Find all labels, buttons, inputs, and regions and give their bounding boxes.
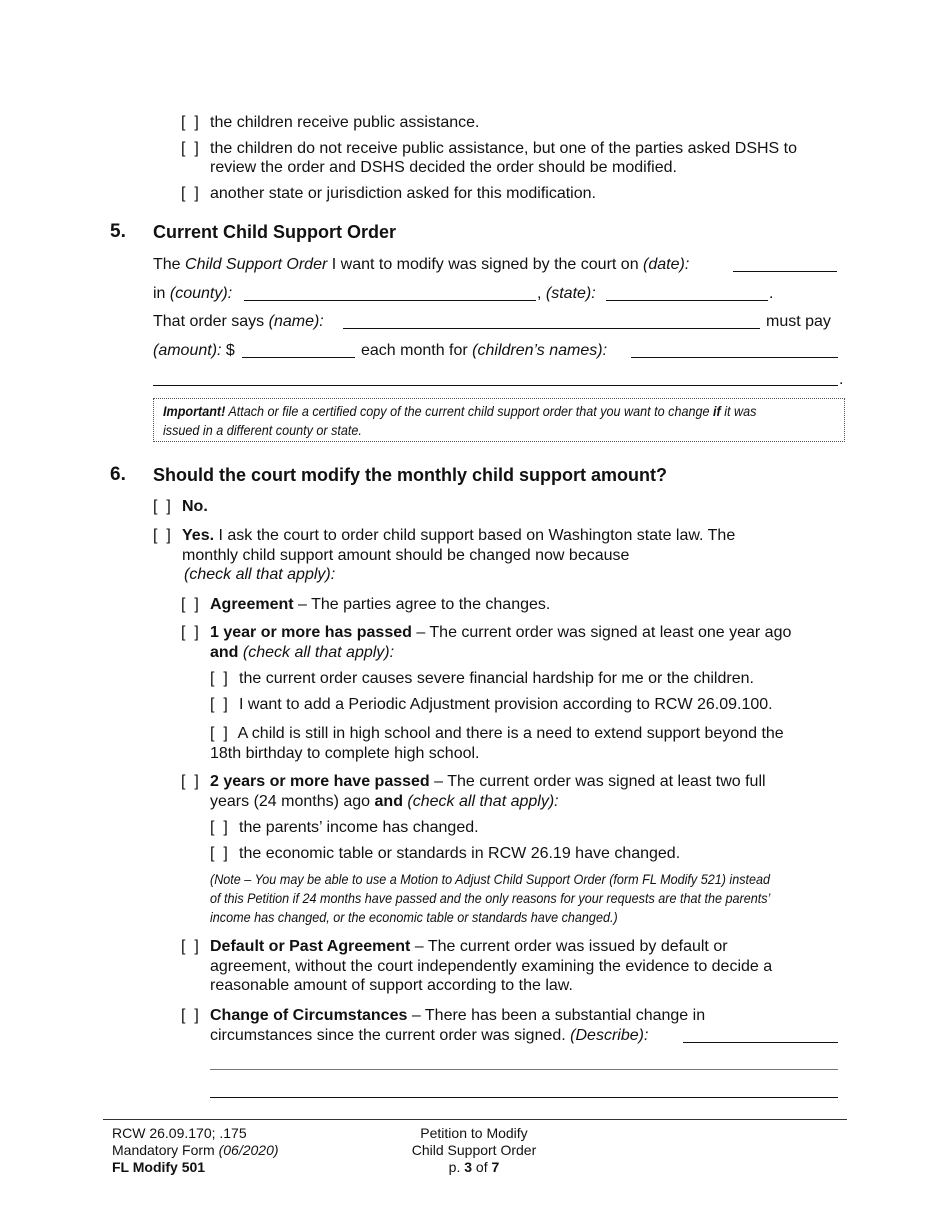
option-no-label: No. [182, 498, 208, 515]
name-label: That order says (name): [153, 313, 324, 330]
important-note-box [153, 398, 845, 442]
checkbox[interactable]: [ ] [181, 773, 199, 790]
amount-label: (amount): $ [153, 342, 235, 359]
checkbox[interactable]: [ ] [153, 498, 171, 515]
describe-field-line2[interactable] [210, 1069, 838, 1070]
footer-left [112, 1125, 279, 1176]
item-text: another state or jurisdiction asked for this modification. [210, 185, 596, 202]
name-field[interactable] [343, 328, 760, 329]
reason-default-line1: Default or Past Agreement – The current order was issued by default or [210, 938, 728, 955]
checkbox[interactable]: [ ] [181, 1007, 199, 1024]
amount-field[interactable] [242, 357, 355, 358]
state-label: , (state): [537, 285, 596, 302]
county-field[interactable] [244, 300, 536, 301]
footer-title-line1: Petition to Modify [420, 1125, 528, 1141]
describe-field-line3[interactable] [210, 1097, 838, 1098]
important-note-line1: Important! Attach or file a certified copy of the current child support order that you want to change if it was [163, 403, 757, 419]
period: . [839, 371, 844, 388]
checkbox[interactable]: [ ] [210, 845, 228, 862]
item-text-line2: review the order and DSHS decided the order should be modified. [210, 159, 677, 176]
option-yes-line3: (check all that apply): [184, 566, 336, 583]
children-names-field[interactable] [631, 357, 838, 358]
checkbox[interactable]: [ ] [153, 527, 171, 544]
option-yes-line1: Yes. I ask the court to order child support based on Washington state law. The [182, 527, 736, 544]
footer-center [374, 1125, 574, 1176]
checkbox[interactable]: [ ] [210, 819, 228, 836]
footer-mandatory-form: Mandatory Form (06/2020) [112, 1142, 279, 1158]
reason-two-years-line1: 2 years or more have passed – The current order was signed at least two full [210, 773, 766, 790]
reason-change-line2: circumstances since the current order was signed. (Describe): [210, 1027, 649, 1044]
reason-two-years-line2: years (24 months) ago and (check all that apply): [210, 793, 559, 810]
note-line2: of this Petition if 24 months have passed and the only reasons for your requests are that the parents’ [210, 890, 771, 906]
footer-form-id: FL Modify 501 [112, 1159, 206, 1175]
section-5-number: 5. [110, 221, 126, 242]
sub-text: the current order causes severe financial hardship for me or the children. [239, 670, 754, 687]
checkbox[interactable]: [ ] [181, 596, 199, 613]
sub-text: I want to add a Periodic Adjustment provision according to RCW 26.09.100. [239, 696, 773, 713]
important-note-line2: issued in a different county or state. [163, 422, 362, 438]
reason-one-year-line2: and (check all that apply): [210, 644, 395, 661]
checkbox[interactable]: [ ] [181, 140, 199, 157]
checkbox[interactable]: [ ] [181, 114, 199, 131]
section-5-title: Current Child Support Order [153, 222, 396, 242]
item-text: the children receive public assistance. [210, 114, 480, 131]
footer-divider [103, 1119, 847, 1120]
option-yes-line2: monthly child support amount should be changed now because [182, 547, 630, 564]
note-line3: income has changed, or the economic table or standards have changed.) [210, 909, 618, 925]
item-text-line1: the children do not receive public assistance, but one of the parties asked DSHS to [210, 140, 798, 157]
checkbox[interactable]: [ ] [181, 185, 199, 202]
reason-default-line3: reasonable amount of support according to the law. [210, 977, 573, 994]
date-field[interactable] [733, 271, 837, 272]
reason-change-line1: Change of Circumstances – There has been a substantial change in [210, 1007, 706, 1024]
reason-agreement-text: Agreement – The parties agree to the changes. [210, 596, 551, 613]
note-line1: (Note – You may be able to use a Motion to Adjust Child Support Order (form FL Modify 521) instead [210, 871, 771, 887]
must-pay-text: must pay [766, 313, 831, 330]
period: . [769, 285, 774, 302]
checkbox[interactable]: [ ] [181, 624, 199, 641]
footer-rcw: RCW 26.09.170; .175 [112, 1125, 247, 1141]
section-6-title: Should the court modify the monthly child support amount? [153, 465, 667, 485]
children-names-field-continued[interactable] [153, 385, 838, 386]
sub-text: the economic table or standards in RCW 26.19 have changed. [239, 845, 681, 862]
state-field[interactable] [606, 300, 768, 301]
children-names-label: each month for (children’s names): [361, 342, 608, 359]
footer-title-line2: Child Support Order [411, 1142, 537, 1158]
sub-text-line2: 18th birthday to complete high school. [210, 745, 480, 762]
order-date-label: The Child Support Order I want to modify was signed by the court on (date): [153, 256, 690, 273]
sub-text: the parents’ income has changed. [239, 819, 479, 836]
checkbox[interactable]: [ ] [210, 696, 228, 713]
reason-one-year-line1: 1 year or more has passed – The current order was signed at least one year ago [210, 624, 792, 641]
checkbox[interactable]: [ ] [210, 670, 228, 687]
footer-page-number: p. 3 of 7 [448, 1159, 500, 1175]
describe-field[interactable] [683, 1042, 838, 1043]
county-label: in (county): [153, 285, 233, 302]
checkbox[interactable]: [ ] [181, 938, 199, 955]
sub-text-line1: A child is still in high school and there is a need to extend support beyond the [234, 725, 784, 742]
reason-default-line2: agreement, without the court independently examining the evidence to decide a [210, 958, 773, 975]
checkbox[interactable]: [ ] [210, 725, 228, 742]
section-6-number: 6. [110, 464, 126, 485]
